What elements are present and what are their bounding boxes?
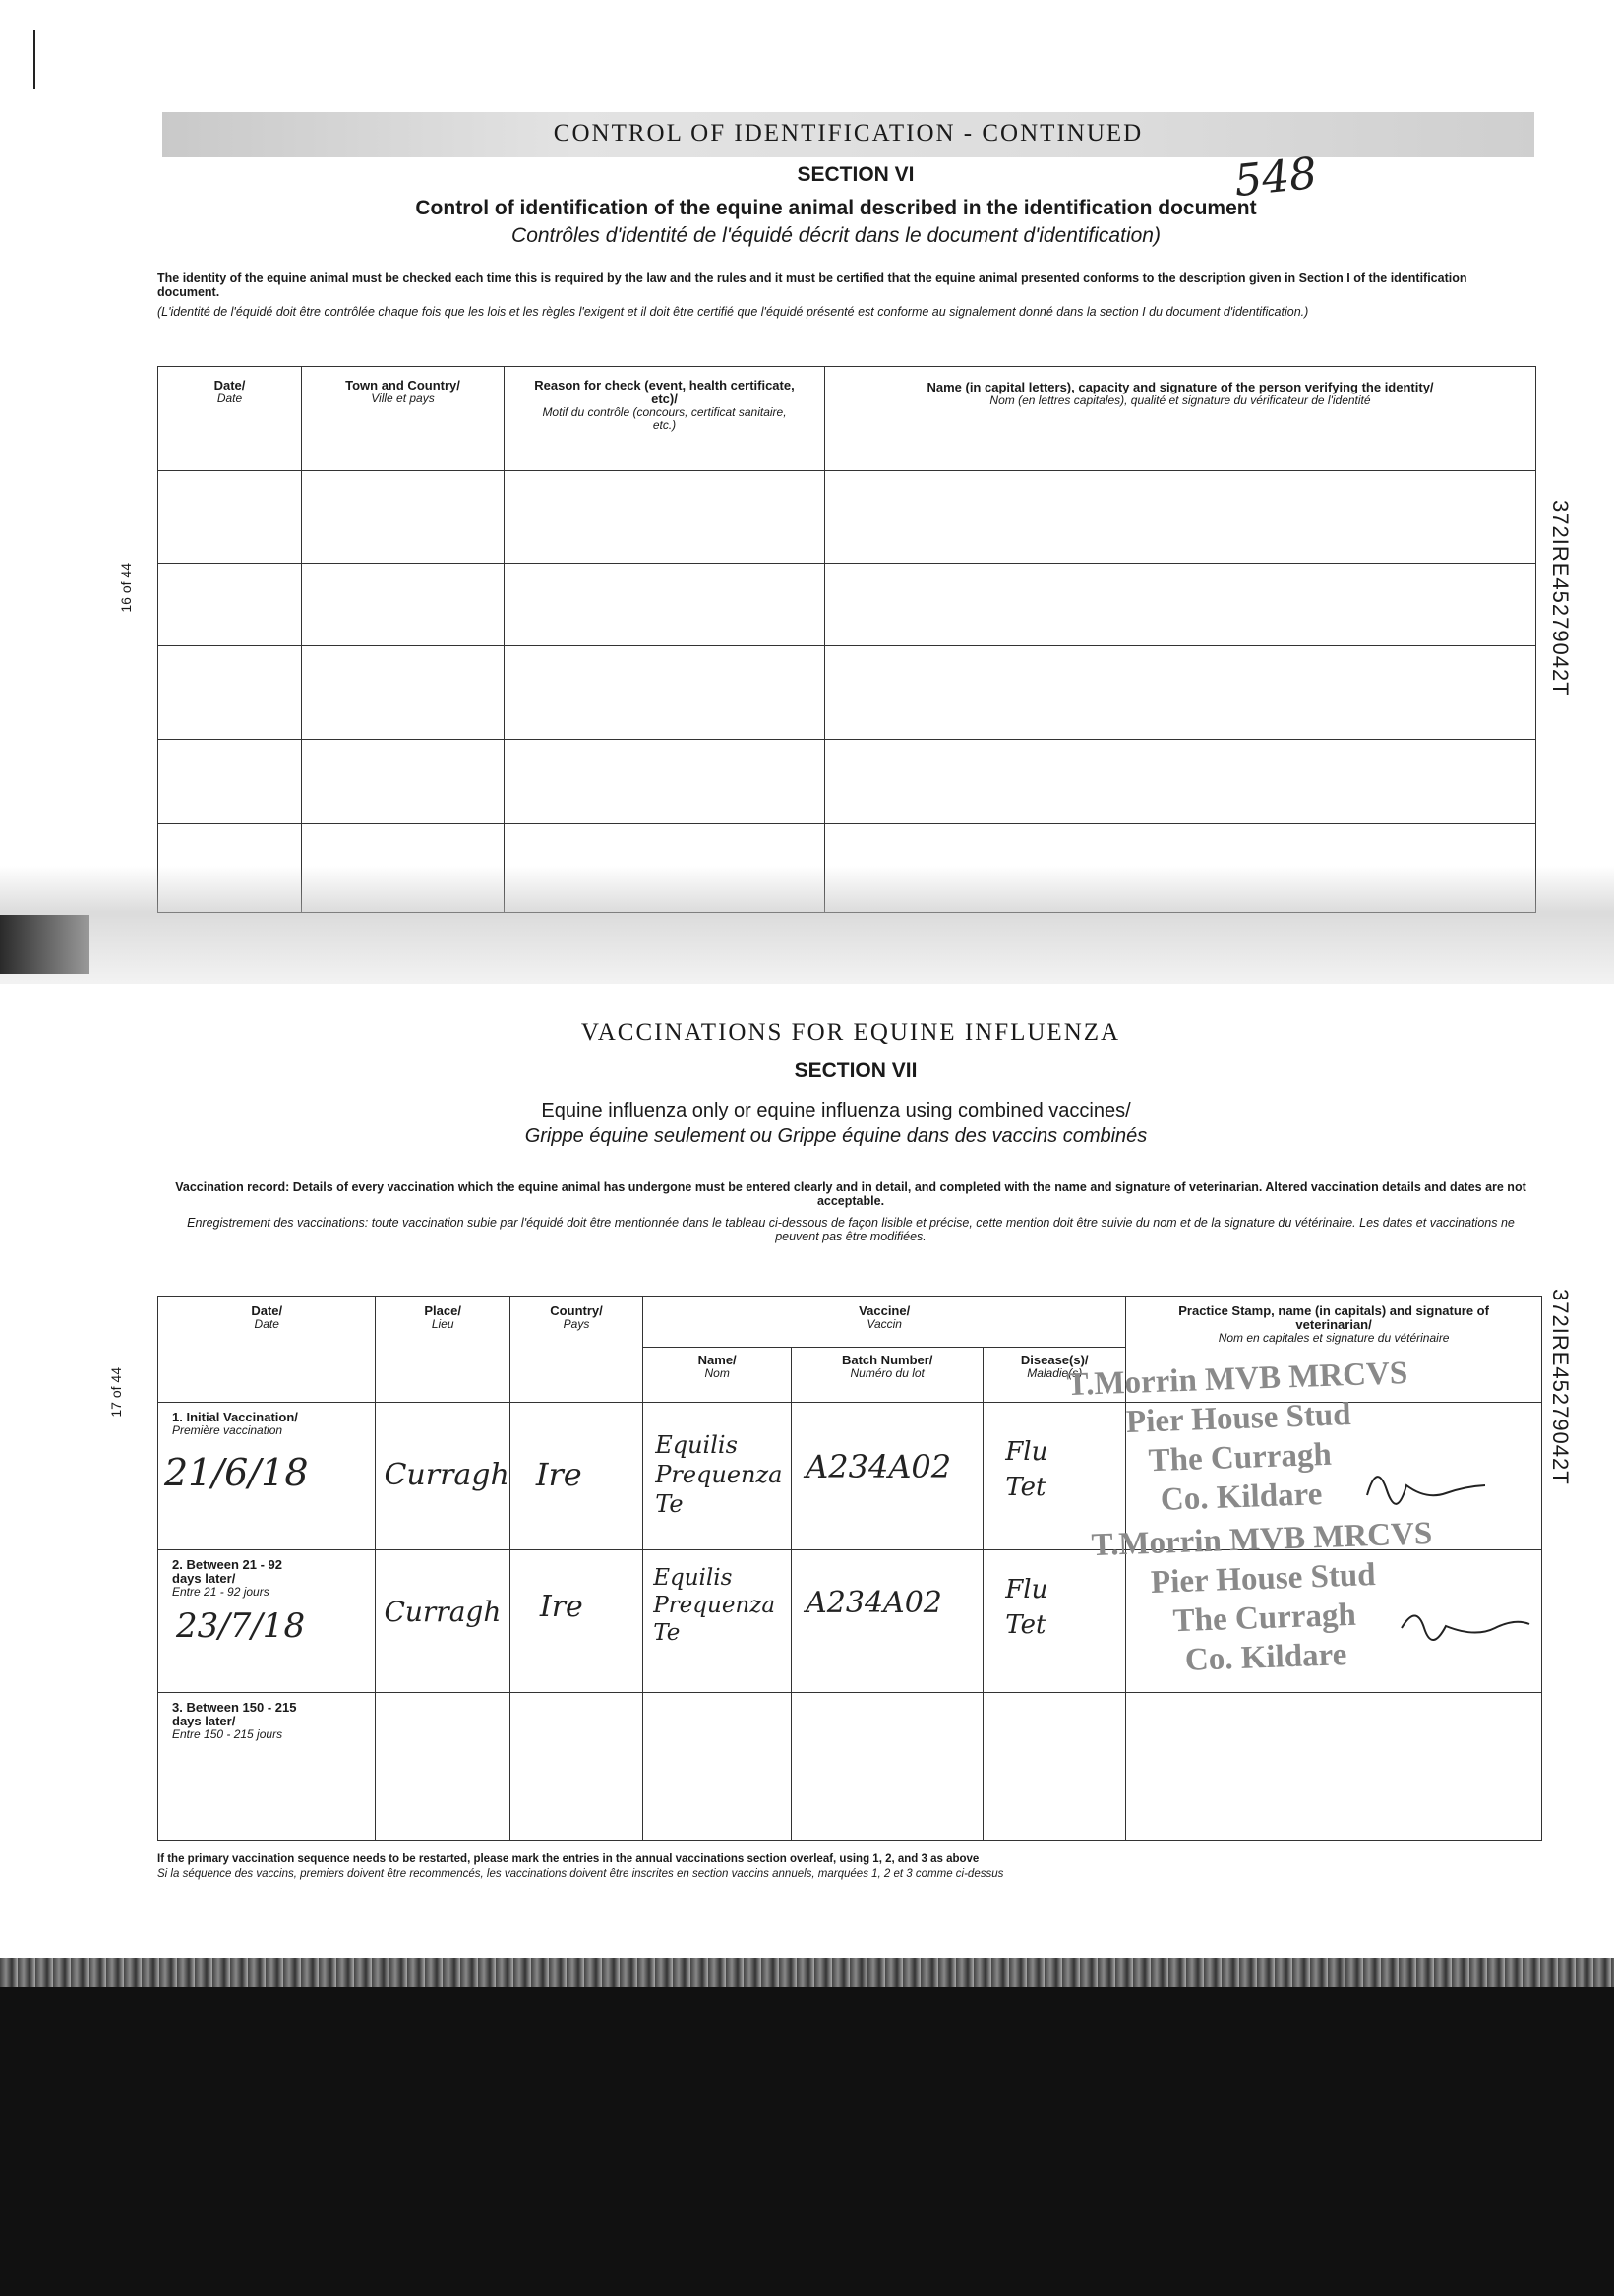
vax-row3-batch-cell <box>792 1693 984 1841</box>
section6-intro-fr: (L'identité de l'équidé doit être contrôlée chaque fois que les lois et les règles l'exigent et il doit être certifié que l'équidé présenté est conforme au signalement donné dans la section I du document d'identification.) <box>157 305 1309 319</box>
vax-col-vaccine-label: Vaccine/ <box>859 1303 911 1318</box>
handwritten-number: 548 <box>1231 148 1320 208</box>
vax-row3-disease-cell <box>984 1693 1126 1841</box>
col-name-label: Name (in capital letters), capacity and signature of the person verifying the identity/ <box>927 380 1434 394</box>
vax-row1-place: Curragh <box>384 1458 509 1492</box>
col-reason-header <box>505 367 825 471</box>
stamp2-line4: Co. Kildare <box>1184 1637 1347 1678</box>
col-date-label: Date/ <box>213 378 246 393</box>
vax-row3-label: 3. Between 150 - 215 days later/ <box>172 1700 297 1728</box>
section6-header: CONTROL OF IDENTIFICATION - CONTINUED <box>553 120 1144 147</box>
section7-title: Equine influenza only or equine influenza using combined vaccines/ <box>541 1100 1131 1121</box>
vax-row2-country: Ire <box>539 1590 583 1624</box>
vax-row2-country-cell <box>509 1550 642 1693</box>
table-row <box>158 740 1536 824</box>
vax-row1-batch: A234A02 <box>806 1448 952 1485</box>
stamp2-line1: T.Morrin MVB MRCVS <box>1090 1515 1433 1564</box>
stamp1-line3: The Curragh <box>1148 1436 1333 1480</box>
vax-row2-disease: Flu Tet <box>1005 1575 1048 1640</box>
vax-col-date-label-fr: Date <box>254 1317 279 1331</box>
passport-id-bottom: 372IRE45279042T <box>1548 1289 1573 1485</box>
vax-row1-batch-cell <box>792 1403 984 1550</box>
table-row <box>158 471 1536 564</box>
vax-col-batch-header <box>792 1348 984 1403</box>
vet-signature-2 <box>1397 1599 1534 1648</box>
vax-row1-place-cell <box>376 1403 509 1550</box>
vax-row1-name-cell <box>643 1403 792 1550</box>
section6-title: Control of identification of the equine animal described in the identification document <box>415 197 1257 219</box>
vax-row3-place-cell <box>376 1693 509 1841</box>
vax-col-place-label: Place/ <box>424 1303 461 1318</box>
section7-header: VACCINATIONS FOR EQUINE INFLUENZA <box>580 1019 1121 1046</box>
vax-row2-name-cell <box>643 1550 792 1693</box>
section7-intro: Vaccination record: Details of every vaccination which the equine animal has undergone must be entered clearly and in detail, and completed with the name and signature of veterinarian. Altered vaccination details and dates are not acceptable. <box>175 1180 1526 1208</box>
page-fold <box>0 866 1614 984</box>
vax-col-disease-label-fr: Maladie(s) <box>1027 1366 1083 1380</box>
vax-row1-country: Ire <box>535 1456 582 1493</box>
vax-row3-label-fr: Entre 150 - 215 jours <box>172 1727 283 1741</box>
stamp1-line4: Co. Kildare <box>1160 1477 1323 1518</box>
vax-row2-batch-cell <box>792 1550 984 1693</box>
section7-label: SECTION VII <box>794 1059 918 1082</box>
col-date-header <box>158 367 302 471</box>
vax-col-country-label-fr: Pays <box>563 1317 590 1331</box>
vax-row3-name-cell <box>643 1693 792 1841</box>
stamp1-line1: T.Morrin MVB MRCVS <box>1065 1355 1408 1404</box>
col-name-header <box>825 367 1536 471</box>
vax-row3-date-cell <box>158 1693 376 1841</box>
section7-footnote-fr: Si la séquence des vaccins, premiers doivent être recommencés, les vaccinations doivent être inscrites en section vaccins annuels, marquées 1, 2 et 3 comme ci-dessus <box>157 1868 1004 1880</box>
vax-row3-country-cell <box>509 1693 642 1841</box>
vax-row1-label-fr: Première vaccination <box>172 1423 283 1437</box>
table-row <box>158 564 1536 646</box>
table-row <box>158 646 1536 740</box>
scan-background <box>0 1987 1614 2296</box>
vax-row1-label: 1. Initial Vaccination/ <box>172 1410 298 1424</box>
vax-col-country-label: Country/ <box>550 1303 603 1318</box>
table-row <box>158 1693 1542 1841</box>
vax-row1-country-cell <box>509 1403 642 1550</box>
vax-col-date-label: Date/ <box>251 1303 283 1318</box>
vax-col-stamp-label-fr: Nom en capitales et signature du vétérinaire <box>1218 1331 1450 1345</box>
vax-row2-place-cell <box>376 1550 509 1693</box>
vax-col-batch-label: Batch Number/ <box>841 1353 933 1367</box>
vax-row2-date: 23/7/18 <box>176 1606 306 1646</box>
vax-col-place-label-fr: Lieu <box>431 1317 454 1331</box>
page-number-16: 16 of 44 <box>118 563 134 613</box>
vet-signature-1 <box>1357 1456 1495 1515</box>
margin-mark <box>33 30 35 89</box>
vax-row2-name: Equilis Prequenza Te <box>653 1565 776 1646</box>
col-reason-label: Reason for check (event, health certificate, etc)/ <box>534 378 795 406</box>
col-reason-label-fr: Motif du contrôle (concours, certificat sanitaire, etc.) <box>542 405 787 432</box>
section6-label: SECTION VI <box>797 163 915 186</box>
vax-col-disease-label: Disease(s)/ <box>1020 1353 1089 1367</box>
col-name-label-fr: Nom (en lettres capitales), qualité et signature du vérificateur de l'identité <box>989 393 1371 407</box>
vax-row1-date: 21/6/18 <box>164 1451 309 1494</box>
vax-row1-disease: Flu Tet <box>1005 1437 1048 1502</box>
vax-row2-batch: A234A02 <box>806 1586 942 1620</box>
stamp1-line2: Pier House Stud <box>1125 1397 1352 1440</box>
vax-col-country-header <box>509 1297 642 1403</box>
section7-footnote: If the primary vaccination sequence needs to be restarted, please mark the entries in the annual vaccinations section overleaf, using 1, 2, and 3 as above <box>157 1853 980 1865</box>
vax-row3-stamp-cell <box>1126 1693 1542 1841</box>
vax-row2-label-fr: Entre 21 - 92 jours <box>172 1585 269 1599</box>
vax-row1-date-cell <box>158 1403 376 1550</box>
col-town-header <box>302 367 505 471</box>
vax-col-vaccine-label-fr: Vaccin <box>867 1317 902 1331</box>
section7-intro-fr: Enregistrement des vaccinations: toute vaccination subie par l'équidé doit être mentionnée dans le tableau ci-dessous de façon lisible et précise, cette mention doit être suivie du nom et de la signature du vétérinaire. Les dates et vaccinations ne peuvent pas être modifiées. <box>187 1216 1515 1243</box>
stamp2-line2: Pier House Stud <box>1150 1557 1377 1601</box>
col-date-label-fr: Date <box>216 392 243 405</box>
vax-col-stamp-label: Practice Stamp, name (in capitals) and signature of veterinarian/ <box>1178 1303 1489 1332</box>
vax-col-name-header <box>643 1348 792 1403</box>
vax-col-vaccine-header <box>643 1297 1126 1348</box>
vax-col-name-label-fr: Nom <box>704 1366 730 1380</box>
col-town-label: Town and Country/ <box>345 378 460 393</box>
stamp2-line3: The Curragh <box>1172 1597 1357 1640</box>
identification-check-table <box>157 366 1536 913</box>
col-town-label-fr: Ville et pays <box>371 392 435 405</box>
page-fold-dark <box>0 915 89 974</box>
section7-title-fr: Grippe équine seulement ou Grippe équine dans des vaccins combinés <box>524 1125 1148 1147</box>
section6-title-fr: Contrôles d'identité de l'équidé décrit dans le document d'identification) <box>511 224 1161 247</box>
page-number-17: 17 of 44 <box>108 1367 124 1418</box>
vax-col-name-label: Name/ <box>697 1353 737 1367</box>
vax-col-date-header <box>158 1297 376 1403</box>
passport-id-top: 372IRE45279042T <box>1548 500 1573 696</box>
section6-intro: The identity of the equine animal must be checked each time this is required by the law and the rules and it must be certified that the equine animal presented conforms to the description given in Section I of the identification document. <box>157 272 1467 299</box>
vax-col-place-header <box>376 1297 509 1403</box>
vax-col-batch-label-fr: Numéro du lot <box>850 1366 925 1380</box>
vax-row2-date-cell <box>158 1550 376 1693</box>
scan-edge <box>0 1958 1614 1987</box>
vax-row2-label: 2. Between 21 - 92 days later/ <box>172 1557 282 1586</box>
vax-row2-place: Curragh <box>384 1596 502 1628</box>
vax-row1-name: Equilis Prequenza Te <box>655 1431 783 1518</box>
